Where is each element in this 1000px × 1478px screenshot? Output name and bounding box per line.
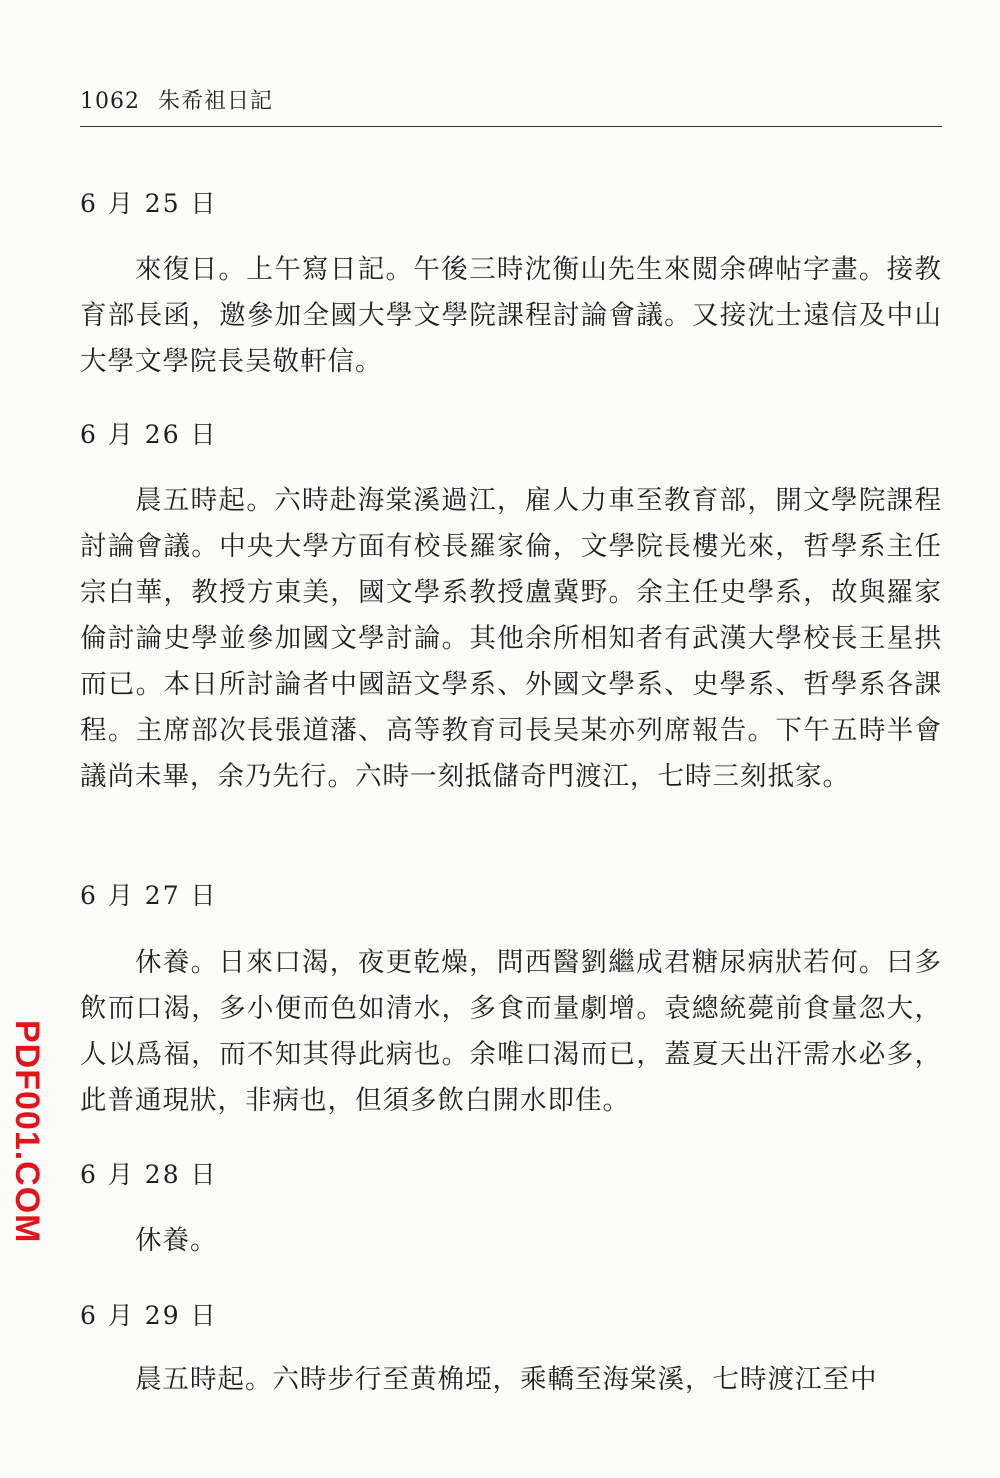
book-title: 朱希祖日記 [158,89,274,114]
entry-paragraph: 休養。日來口渴，夜更乾燥，問西醫劉繼成君糖尿病狀若何。曰多飲而口渴，多小便而色如清水，多食而量劇增。袁總統薨前食量忽大，人以爲福，而不知其得此病也。余唯口渴而已，蓋夏天出汗需水必多，此普通現狀，非病也，但須多飲白開水即佳。 [80,947,942,1116]
running-head [80,84,273,115]
page-number: 1062 [80,89,140,114]
watermark-text: PDF001.COM [8,1020,46,1244]
entry-date: 6 月 27 日 [80,881,218,910]
entry-date: 6 月 29 日 [80,1301,218,1330]
entry-paragraph: 晨五時起。六時步行至黄桷埡，乘轎至海棠溪，七時渡江至中 [135,1364,878,1395]
entry-date: 6 月 28 日 [80,1160,218,1189]
entry-paragraph: 休養。 [135,1225,218,1256]
entry-paragraph: 來復日。上午寫日記。午後三時沈衡山先生來閲余碑帖字畫。接教育部長函，邀參加全國大學文學院課程討論會議。又接沈士遠信及中山大學文學院長吴敬軒信。 [80,254,942,377]
header-rule [80,126,942,127]
entry-date: 6 月 26 日 [80,420,218,449]
entry-paragraph: 晨五時起。六時赴海棠溪過江，雇人力車至教育部，開文學院課程討論會議。中央大學方面有校長羅家倫，文學院長樓光來，哲學系主任宗白華，教授方東美，國文學系教授盧冀野。余主任史學系，故與羅家倫討論史學並參加國文學討論。其他余所相知者有武漢大學校長王星拱而已。本日所討論者中國語文學系、外國文學系、史學系、哲學系各課程。主席部次長張道藩、高等教育司長吴某亦列席報告。下午五時半會議尚未畢，余乃先行。六時一刻抵儲奇門渡江，七時三刻抵家。 [80,485,942,792]
entry-date: 6 月 25 日 [80,189,218,218]
